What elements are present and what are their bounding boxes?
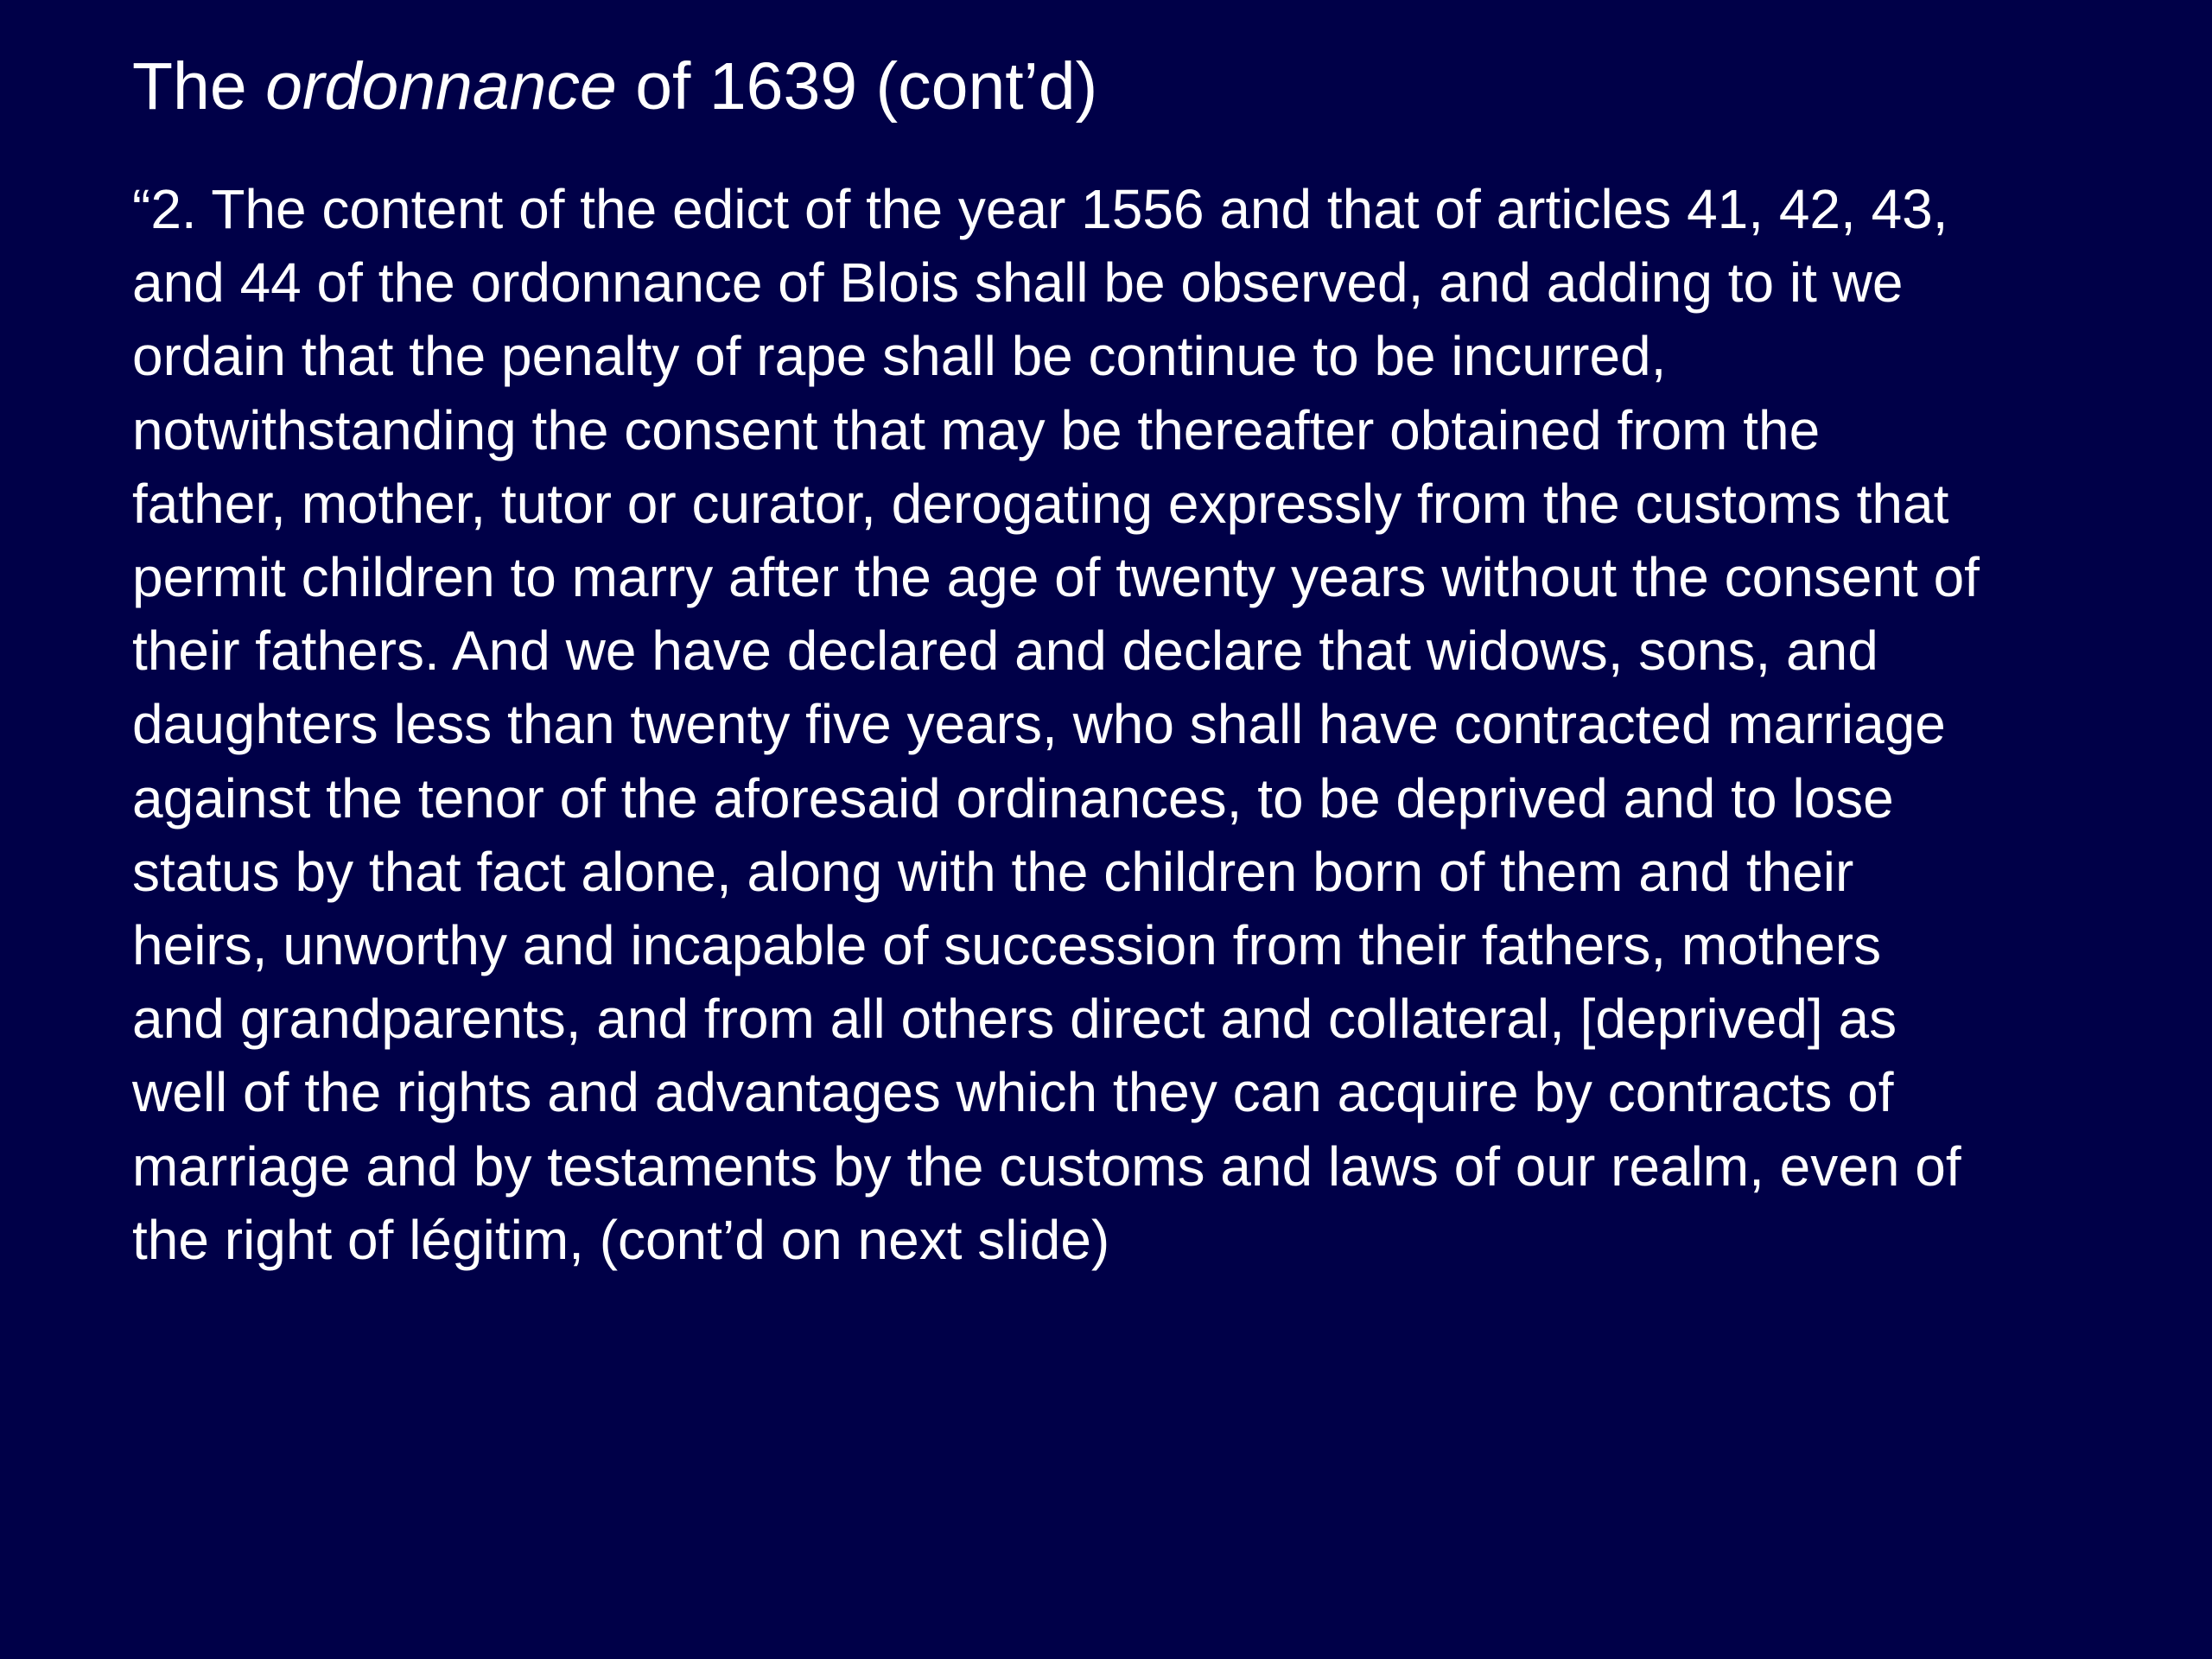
body-line: notwithstanding the consent that may be thereafter obtained from the [132, 398, 1821, 461]
slide-body-text [132, 173, 2206, 1277]
body-line: status by that fact alone, along with the children born of them and their [132, 840, 1854, 903]
slide-title [132, 45, 1097, 128]
body-line: and grandparents, and from all others direct and collateral, [deprived] as [132, 988, 1897, 1051]
body-line: heirs, unworthy and incapable of succession from their fathers, mothers [132, 914, 1882, 977]
body-line: and 44 of the ordonnance of Blois shall be observed, and adding to it we [132, 251, 1904, 315]
body-line: the right of légitim, (cont’d on next slide) [132, 1208, 1110, 1271]
slide-title-italic: ordonnance [265, 49, 617, 124]
body-line: against the tenor of the aforesaid ordinances, to be deprived and to lose [132, 766, 1894, 830]
body-line: permit children to marry after the age of twenty years without the consent of [132, 546, 1980, 609]
body-line: ordain that the penalty of rape shall be continue to be incurred, [132, 325, 1667, 388]
body-line: their fathers. And we have declared and declare that widows, sons, and [132, 620, 1878, 683]
body-line: marriage and by testaments by the customs and laws of our realm, even of [132, 1135, 1961, 1198]
body-line: well of the rights and advantages which they can acquire by contracts of [132, 1061, 1894, 1124]
slide-title-prefix: The [132, 49, 266, 124]
body-line: “2. The content of the edict of the year 1556 and that of articles 41, 42, 43, [132, 178, 1948, 240]
slide-title-suffix: of 1639 (cont’d) [616, 49, 1098, 124]
body-line: daughters less than twenty five years, who shall have contracted marriage [132, 693, 1946, 756]
body-line: father, mother, tutor or curator, derogating expressly from the customs that [132, 472, 1949, 535]
